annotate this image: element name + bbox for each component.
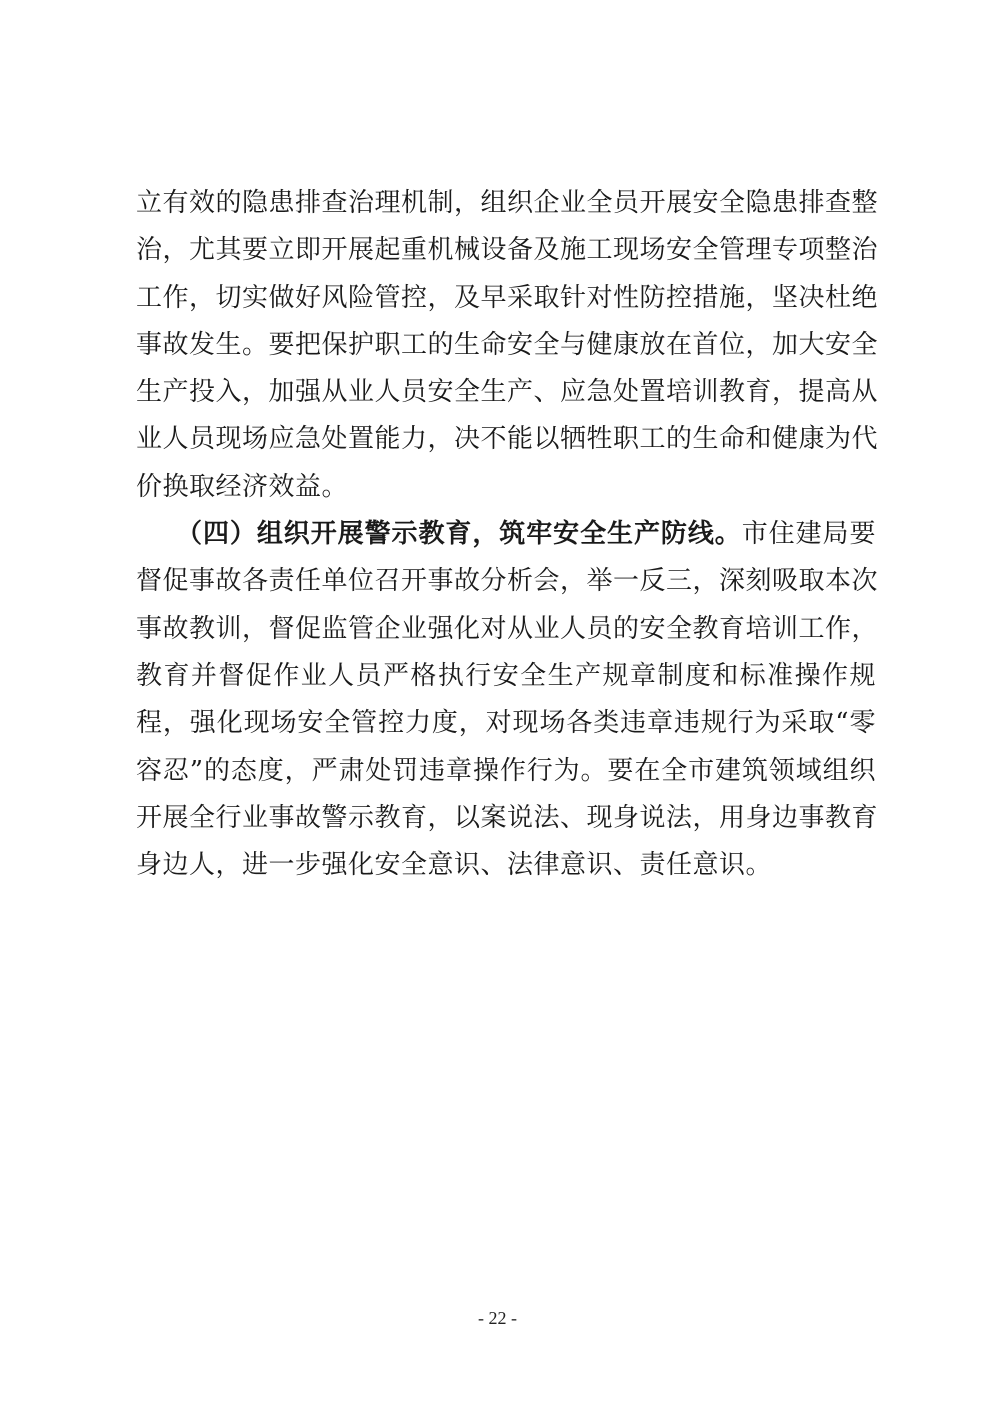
text-line: 容忍”的态度，严肃处罚违章操作行为。要在全市建筑领域组织 <box>136 755 876 786</box>
text-line <box>136 511 876 558</box>
text-line: 程，强化现场安全管控力度，对现场各类违章违规行为采取“零 <box>136 708 876 739</box>
text-line: 督促事故各责任单位召开事故分析会，举一反三，深刻吸取本次 <box>136 566 879 597</box>
text-line: 身边人，进一步强化安全意识、法律意识、责任意识。 <box>136 850 773 881</box>
document-body <box>136 180 879 889</box>
text-line: 教育并督促作业人员严格执行安全生产规章制度和标准操作规 <box>136 660 876 691</box>
text-line: 事故教训，督促监管企业强化对从业人员的安全教育培训工作， <box>136 613 879 644</box>
text-line: 立有效的隐患排查治理机制，组织企业全员开展安全隐患排查整 <box>136 188 879 218</box>
text-line: 事故发生。要把保护职工的生命安全与健康放在首位，加大安全 <box>136 329 879 360</box>
text-line: 治，尤其要立即开展起重机械设备及施工现场安全管理专项整治 <box>136 235 879 266</box>
text-line: 价换取经济效益。 <box>136 471 349 502</box>
section-heading: （四）组织开展警示教育，筑牢安全生产防线。 <box>176 519 742 550</box>
text-line: 开展全行业事故警示教育，以案说法、现身说法，用身边事教育 <box>136 802 879 833</box>
page-number: - 22 - <box>478 1308 517 1328</box>
text-run: 市住建局要 <box>741 519 876 550</box>
paragraph-risk-control <box>136 180 879 511</box>
paragraph-warning-education <box>136 511 879 889</box>
text-line: 生产投入，加强从业人员安全生产、应急处置培训教育，提高从 <box>136 377 879 408</box>
text-line: 工作，切实做好风险管控，及早采取针对性防控措施，坚决杜绝 <box>136 282 879 313</box>
text-line: 业人员现场应急处置能力，决不能以牺牲职工的生命和健康为代 <box>136 424 879 455</box>
